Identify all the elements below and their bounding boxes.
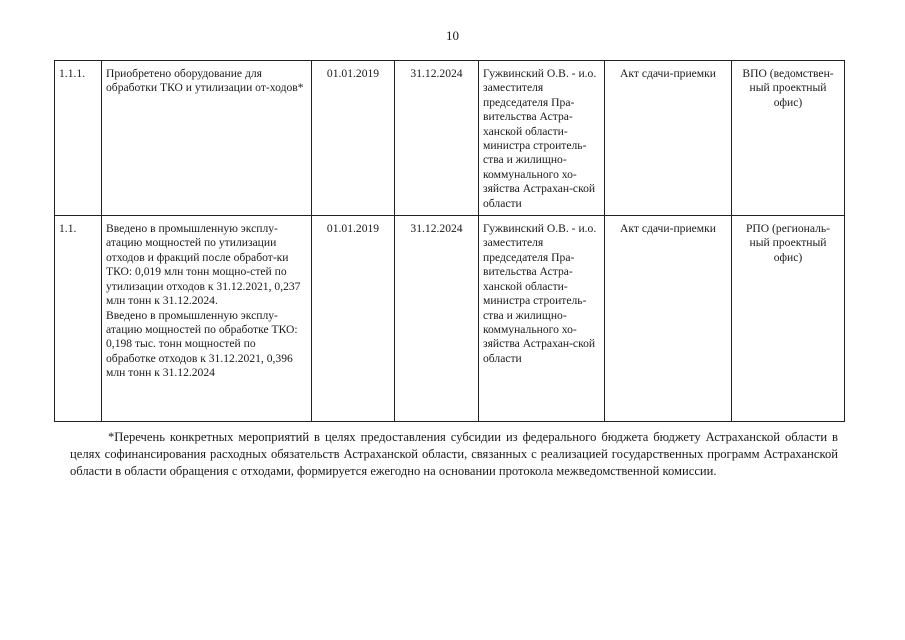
activity-table [54,60,845,422]
start-date: 01.01.2019 [312,216,395,422]
start-date: 01.01.2019 [312,61,395,216]
project-office: ВПО (ведомствен-ный проектный офис) [732,61,845,216]
footnote: *Перечень конкретных мероприятий в целях предоставления субсидии из федерального бюджета бюджету Астраханской области в целях софинансирования расходных обязательств Астраханской области, связанных с реализацией государственных программ Астраханской области в области обращения с отходами, формируется ежегодно на основании протокола межведомственной комиссии. [70,430,838,478]
end-date: 31.12.2024 [395,61,479,216]
responsible-person: Гужвинский О.В. - и.о. заместителя председателя Пра-вительства Астра-ханской области-министра строитель-ства и жилищно-коммунального хо-зяйства Астрахан-ской области [479,216,605,422]
result-cell: Приобретено оборудование для обработки ТКО и утилизации от-ходов* [102,61,312,216]
confirming-document: Акт сдачи-приемки [605,61,732,216]
result-cell: Введено в промышленную эксплу-атацию мощностей по утилизации отходов и фракций после обработ-ки ТКО: 0,019 млн тонн мощно-стей по утилизации отходов к 31.12.2021, 0,237 млн тонн к 31.12.2024. Введено в промышленную эксплу-атацию мощностей по обработке ТКО: 0,198 тыс. тонн мощностей по обработке отходов к 31.12.2021, 0,396 млн тонн к 31.12.2024 [102,216,312,422]
end-date: 31.12.2024 [395,216,479,422]
responsible-person: Гужвинский О.В. - и.о. заместителя председателя Пра-вительства Астра-ханской области-министра строитель-ства и жилищно-коммунального хо-зяйства Астрахан-ской области [479,61,605,216]
table-row [55,216,845,422]
table-row [55,61,845,216]
page-number: 10 [446,28,459,43]
row-number: 1.1. [55,216,102,422]
row-number: 1.1.1. [55,61,102,216]
project-office: РПО (региональ-ный проектный офис) [732,216,845,422]
confirming-document: Акт сдачи-приемки [605,216,732,422]
